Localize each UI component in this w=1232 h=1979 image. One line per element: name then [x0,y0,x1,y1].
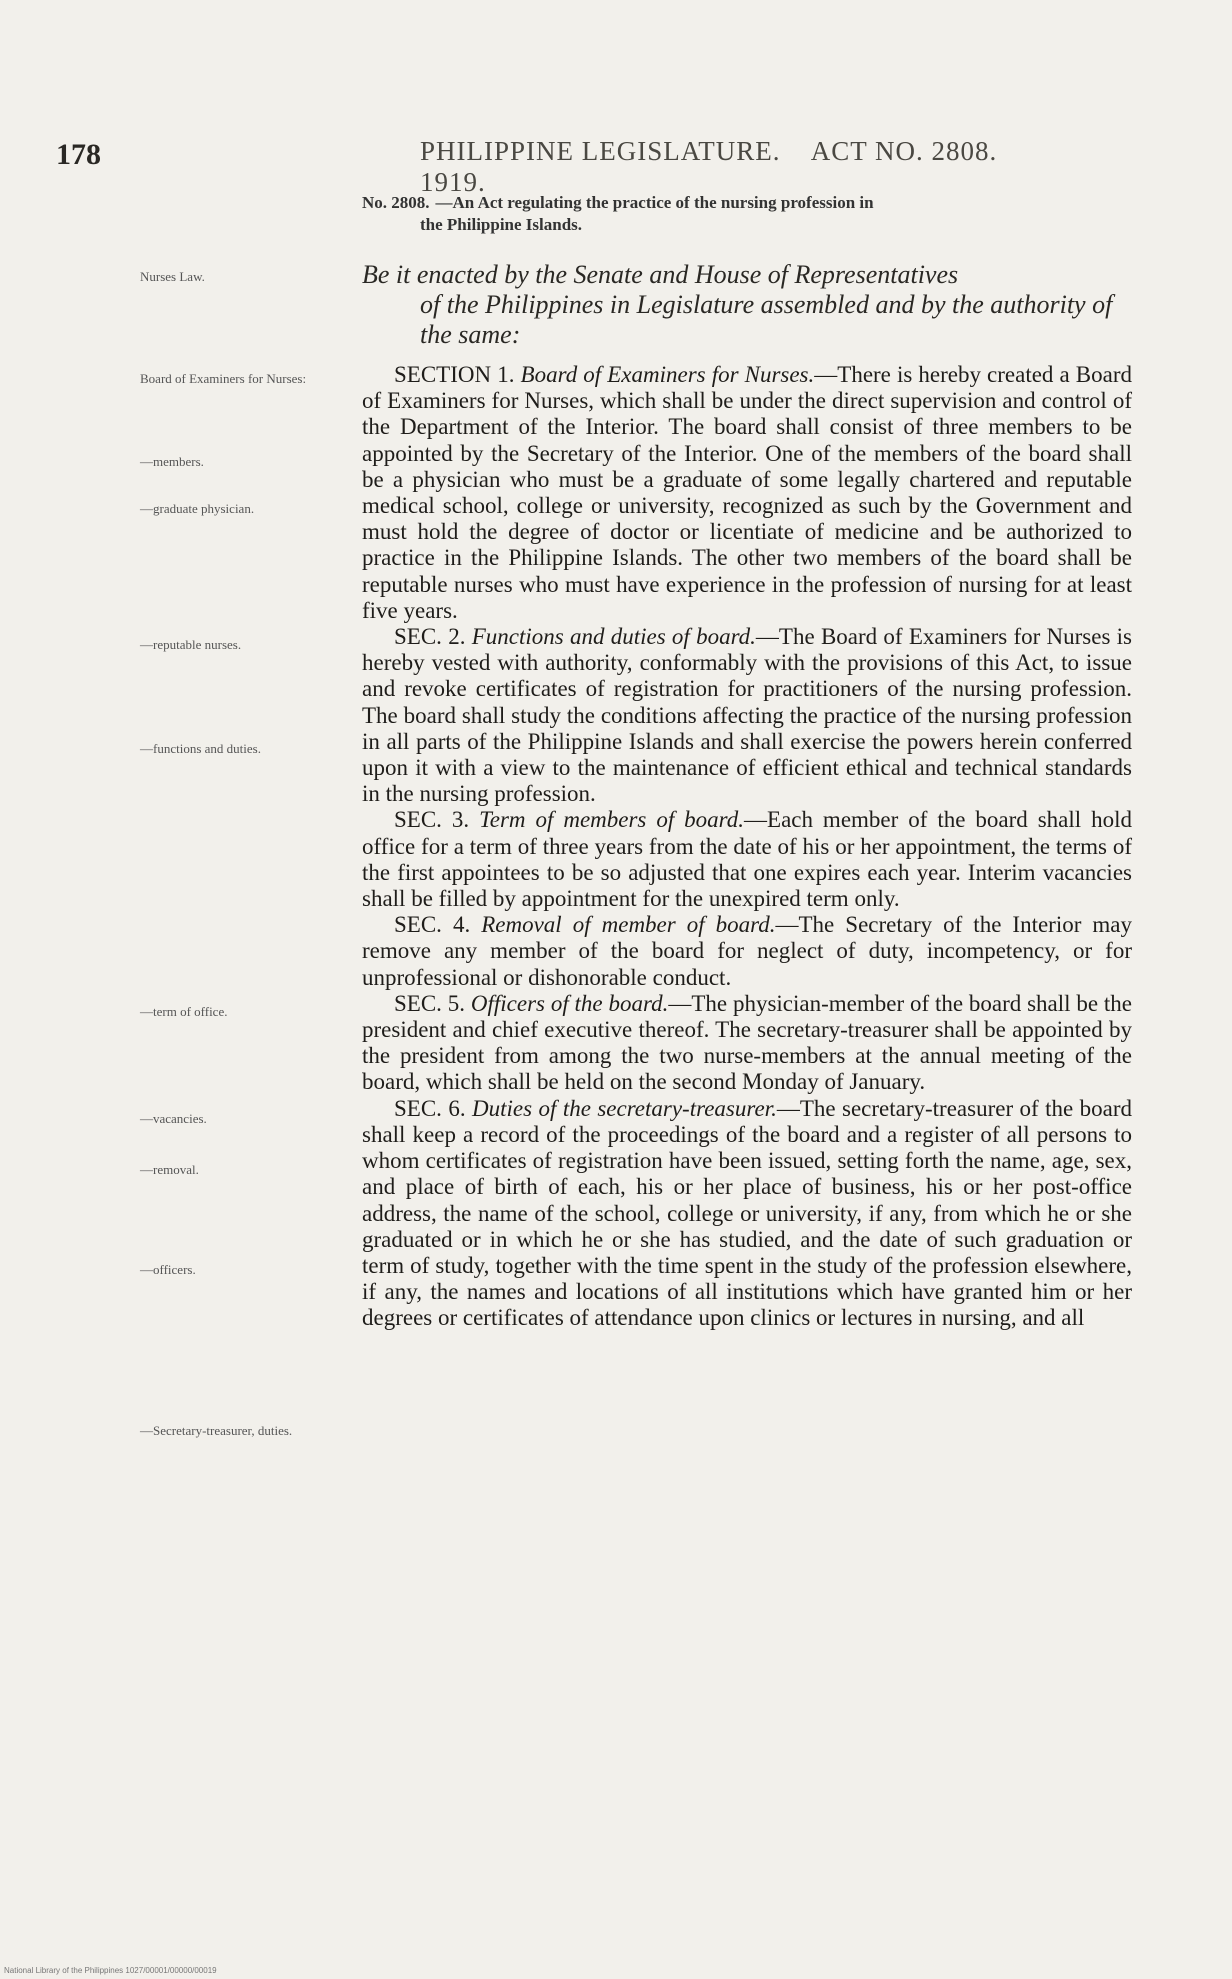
section-text: —Each member of the board shall hold office for a term of three years from the date of his or her appointment, the terms of the first appointees to be so adjusted that one expires each year. Interim vacancies shall be filled by appointment for the unexpired term only. [362,807,1132,912]
section-2 [362,624,1132,807]
section-text: —The secretary-treasurer of the board shall keep a record of the proceedings of the board and a register of all persons to whom certificates of registration have been issued, setting forth the name, age, sex, and place of birth of each, his or her place of business, his or her post-office address, the name of the school, college or university, if any, from which he or she graduated or in which he or she has studied, and the date of such graduation or term of study, together with the time spent in the study of the profession elsewhere, if any, the names and locations of all institutions which have granted him or her degrees or certificates of attendance upon clinics or lectures in nursing, and all [362,1095,1132,1331]
running-head-act: ACT NO. 2808. [810,136,998,166]
margin-note-secretary: —Secretary-treasurer, duties. [140,1423,293,1438]
act-number: No. 2808. [362,193,430,212]
section-heading: Officers of the board. [470,990,669,1016]
section-label: SECTION 1. [394,362,515,387]
section-1 [362,362,1132,624]
margin-note-nurses-law: Nurses Law. [140,269,205,284]
act-title-line2: the Philippine Islands. [420,215,583,234]
section-label: SEC. 5. [394,990,466,1016]
margin-note-graduate-physician: —graduate physician. [140,501,255,516]
section-heading: Term of members of board. [479,807,745,833]
enacting-clause-line2: of the Philippines in Legislature assembled and by the authority of the same: [420,290,1113,349]
page-number: 178 [56,138,101,171]
running-head [420,136,1070,198]
section-heading: Functions and duties of board. [471,624,756,650]
margin-note-reputable-nurses: —reputable nurses. [140,637,242,652]
margin-note-officers: —officers. [140,1262,196,1277]
margin-note-members: —members. [140,454,204,469]
section-6 [362,1096,1132,1332]
margin-note-term: —term of office. [140,1004,228,1019]
section-text: —The Secretary of the Interior may remove any member of the board for neglect of duty, incompetency, or for unprofessional or dishonorable conduct. [362,912,1133,990]
margin-note-vacancies: —vacancies. [140,1111,207,1126]
running-head-year: 1919. [420,167,486,197]
section-text: —There is hereby created a Board of Examiners for Nurses, which shall be under the direct supervision and control of the Department of the Interior. The board shall consist of three members to be appointed by the Secretary of the Interior. One of the members of the board shall be a physician who must be a graduate of some legally chartered and reputable medical school, college or university, recognized as such by the Government and must hold the degree of doctor or licentiate of medicine and be authorized to practice in the Philippine Islands. The other two members of the board shall be reputable nurses who must have experience in the profession of nursing for at least five years. [362,362,1133,623]
act-title-line1: —An Act regulating the practice of the nursing profession in [435,193,874,212]
margin-note-removal: —removal. [140,1162,199,1177]
section-label: SEC. 2. [394,624,466,650]
section-label: SEC. 6. [394,1095,466,1121]
section-5 [362,991,1132,1096]
enacting-clause [362,260,1132,350]
section-heading: Duties of the secretary-treasurer. [472,1095,777,1121]
act-title [362,192,1132,236]
section-label: SEC. 3. [394,807,470,833]
running-head-publication: PHILIPPINE LEGISLATURE. [420,136,781,166]
margin-note-board: Board of Examiners for Nurses: [140,371,307,386]
enacting-clause-line1: Be it enacted by the Senate and House of Representatives [362,260,959,289]
section-3 [362,807,1132,912]
section-text: —The Board of Examiners for Nurses is hereby vested with authority, conformably with the provisions of this Act, to issue and revoke certificates of registration for practitioners of the nursing profession. The board shall study the conditions affecting the practice of the nursing profession in all parts of the Philippine Islands and shall exercise the powers herein conferred upon it with a view to the maintenance of efficient ethical and technical standards in the nursing profession. [362,624,1132,807]
margin-note-functions: —functions and duties. [140,741,261,756]
section-text: —The physician-member of the board shall be the president and chief executive thereof. The secretary-treasurer shall be appointed by the president from among the two nurse-members at the annual meeting of the board, which shall be held on the second Monday of January. [362,990,1133,1095]
act-body [362,362,1132,1332]
section-4 [362,912,1132,991]
section-heading: Board of Examiners for Nurses. [520,362,815,387]
section-label: SEC. 4. [394,912,471,938]
library-stamp: National Library of the Philippines 1027/00001/00000/00019 [4,1966,217,1975]
section-heading: Removal of member of board. [481,912,776,938]
